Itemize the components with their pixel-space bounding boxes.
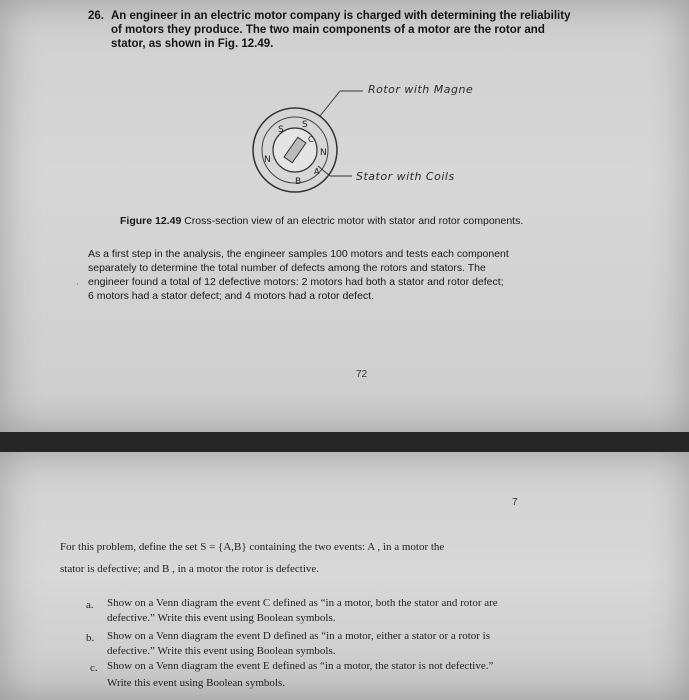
problem-line-3: stator, as shown in Fig. 12.49. <box>111 38 274 50</box>
margin-mark: 7 <box>512 497 518 508</box>
part-b-line-2: defective.” Write this event using Boolean symbols. <box>107 645 336 657</box>
paragraph-line-4: 6 motors had a stator defect; and 4 motors had a rotor defect. <box>88 290 374 302</box>
svg-text:N: N <box>264 155 271 165</box>
figure-caption-text: Cross-section view of an electric motor with stator and rotor components. <box>184 215 524 227</box>
problem-line-1: An engineer in an electric motor company is charged with determining the reliability <box>111 10 571 22</box>
margin-dot: · <box>76 280 79 289</box>
figure-label: Figure 12.49 <box>120 215 182 227</box>
figure-caption <box>120 215 523 227</box>
problem-line-2: of motors they produce. The two main components of a motor are the rotor and <box>111 24 545 36</box>
stator-annotation: Stator with Coils <box>356 170 455 183</box>
paragraph-line-2: separately to determine the total number of defects among the rotors and stators. The <box>88 262 486 274</box>
part-a-line-2: defective.” Write this event using Boolean symbols. <box>107 612 336 624</box>
part-b-label: b. <box>86 632 95 644</box>
part-a-label: a. <box>86 599 94 611</box>
svg-text:N: N <box>320 148 327 158</box>
part-c-label: c. <box>90 662 98 674</box>
rotor-annotation: Rotor with Magne <box>368 83 474 96</box>
part-c-line-2: Write this event using Boolean symbols. <box>107 677 285 689</box>
svg-text:S: S <box>302 120 308 130</box>
svg-text:B: B <box>295 177 302 187</box>
page-number: 72 <box>356 369 368 380</box>
paragraph-line-1: As a first step in the analysis, the engineer samples 100 motors and tests each component <box>88 248 509 260</box>
svg-text:C: C <box>308 135 314 144</box>
svg-text:S: S <box>278 125 284 135</box>
part-a-line-1: Show on a Venn diagram the event C defined as “in a motor, both the stator and rotor are <box>107 597 498 609</box>
part-c-line-1: Show on a Venn diagram the event E defined as “in a motor, the stator is not defective.” <box>107 660 494 672</box>
problem-number: 26. <box>88 10 104 22</box>
lower-intro-line-2: stator is defective; and B , in a motor the rotor is defective. <box>60 563 320 575</box>
page-divider <box>0 432 689 452</box>
svg-text:A: A <box>314 167 320 176</box>
paragraph-line-3: engineer found a total of 12 defective motors: 2 motors had both a stator and rotor defect; <box>88 276 504 288</box>
part-b-line-1: Show on a Venn diagram the event D defined as “in a motor, either a stator or a rotor is <box>107 630 491 642</box>
lower-intro-line-1: For this problem, define the set S = {A,B} containing the two events: A , in a motor the <box>60 541 445 553</box>
